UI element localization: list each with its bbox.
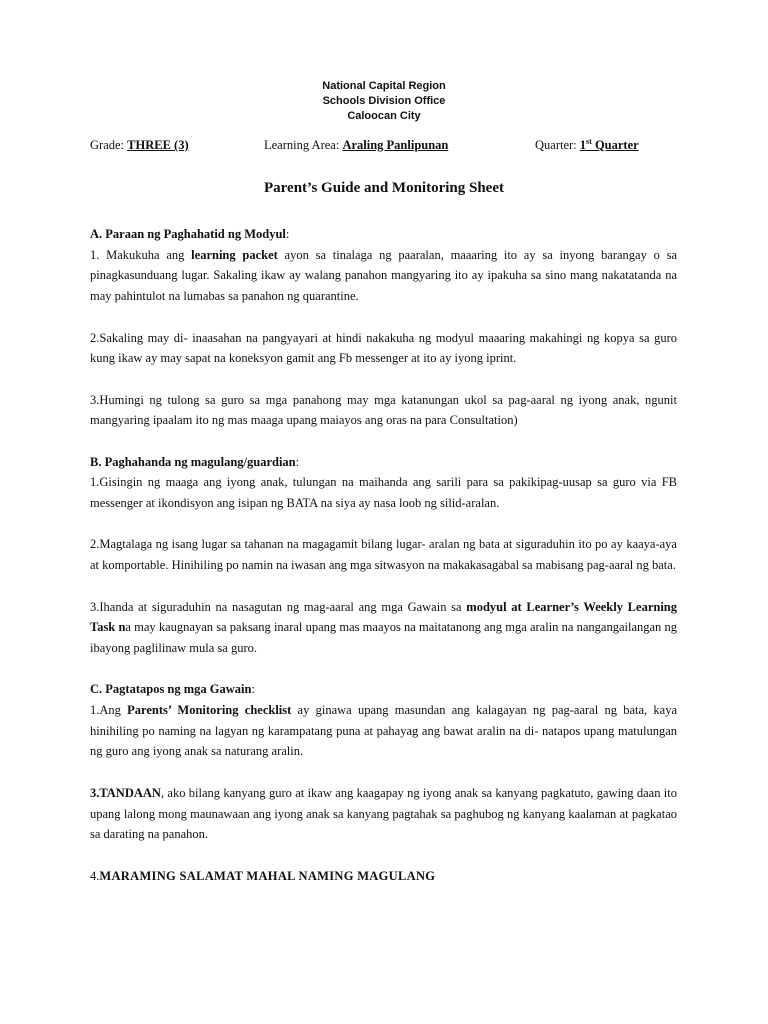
section-c-item-3: 3.TANDAAN, ako bilang kanyang guro at ikaw ang kaagapay ng iyong anak sa kanyang pagkatuto, gawing daan ito upang lalong mong maunawaan ang iyong anak sa kanyang pagtahak sa paghubog ng kanyang kaalaman at pagkatao sa darating na panahon.: [90, 785, 677, 842]
section-c-item-4: 4.MARAMING SALAMAT MAHAL NAMING MAGULANG: [90, 868, 436, 883]
quarter-value: [580, 138, 639, 152]
section-b-item-2: 2.Magtalaga ng isang lugar sa tahanan na magagamit bilang lugar- aralan ng bata at siguraduhin ito po ay kaaya-aya at komportable. Hinihiling po namin na iwasan ang mga sitwasyon na makakasagabal sa mabisang pag-aaral ng bata.: [90, 537, 677, 573]
grade-label: Grade:: [90, 138, 128, 152]
grade-field: [90, 137, 189, 153]
region-line: National Capital Region: [322, 80, 446, 92]
division-line: Schools Division Office: [322, 95, 446, 107]
quarter-suffix: st: [586, 137, 592, 146]
section-a-item-1: 1. Makukuha ang learning packet ayon sa tinalaga ng paaralan, maaaring ito ay sa inyong barangay o sa pinagkasunduang lugar. Sakaling ikaw ay walang panahon mangyaring ito ay ipakuha sa sino mang nakatatanda na may pahintulot na lumabas sa panahon ng quarantine.: [90, 247, 678, 304]
quarter-word: Quarter: [591, 138, 639, 152]
learning-area-field: [264, 137, 448, 153]
section-a-item-3: 3.Humingi ng tulong sa guro sa mga panahong may mga katanungan ukol sa pag-aaral ng iyong anak, ngunit mangyaring ipaalam ito ng mas maaga upang maiayos ang oras na para Consultation): [90, 392, 677, 428]
document-title: Parent’s Guide and Monitoring Sheet: [263, 180, 504, 196]
section-c-item-1: 1.Ang Parents’ Monitoring checklist ay ginawa upang masundan ang kalagayan ng pag-aaral ng bata, kaya hinihiling po naming na lagyan ng karampatang puna at pahayag ang bawat aralin na di- natapos upang matulungan ng guro ang iyong anak sa naturang aralin.: [90, 703, 678, 759]
section-b-item-1: 1.Gisingin ng maaga ang iyong anak, tulungan na maihanda ang sarili para sa pakikipag-uusap sa guro via FB messenger at ikondisyon ang isipan ng BATA na siya ay nasa loob ng silid-aralan.: [90, 475, 677, 511]
learning-area-label: Learning Area:: [264, 138, 343, 152]
quarter-field: [535, 137, 639, 153]
section-a-item-2: 2.Sakaling may di- inaasahan na pangyayari at hindi nakakuha ng modyul maaaring makahingi ng kopya sa guro kung ikaw ay may sapat na koneksyon gamit ang Fb messenger at ito ay iyong iprint.: [90, 330, 677, 366]
city-line: Caloocan City: [347, 110, 421, 122]
learning-area-value: Araling Panlipunan: [342, 138, 449, 152]
grade-value: THREE (3): [127, 138, 189, 152]
section-b-item-3: 3.Ihanda at siguraduhin na nasagutan ng mag-aaral ang mga Gawain sa modyul at Learner’s Weekly Learning Task na may kaugnayan sa paksang inaral upang mas maayos na maitatanong ang mga aralin na nangangailangan ng ibayong paglilinaw mula sa guro.: [90, 599, 677, 655]
section-a-heading: A. Paraan ng Paghahatid ng Modyul:: [90, 227, 290, 241]
document-header: [0, 79, 768, 124]
document-body: [90, 224, 677, 886]
quarter-label: Quarter:: [535, 138, 580, 152]
quarter-number: 1: [579, 138, 587, 152]
section-b-heading: B. Paghahanda ng magulang/guardian:: [90, 454, 300, 469]
section-c-heading: C. Pagtatapos ng mga Gawain:: [90, 682, 255, 697]
